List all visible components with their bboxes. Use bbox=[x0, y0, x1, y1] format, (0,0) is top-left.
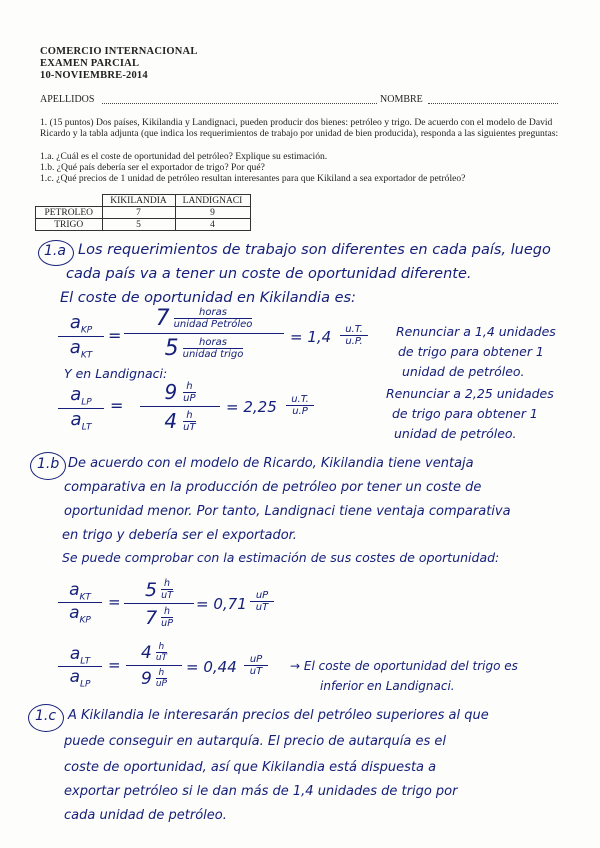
answer-c-line: puede conseguir en autarquía. El precio de autarquía es el bbox=[64, 734, 446, 749]
lp-result-units: u.T. u.P bbox=[286, 394, 314, 417]
answer-a-line: El coste de oportunidad en Kikilandia es: bbox=[60, 290, 356, 306]
answer-b-line: en trigo y debería ser el exportador. bbox=[62, 528, 297, 543]
kt-result: = 0,71 bbox=[196, 595, 247, 613]
answer-b-line: oportunidad menor. Por tanto, Landignaci tiene ventaja comparativa bbox=[64, 504, 511, 519]
course-title: COMERCIO INTERNACIONAL bbox=[40, 46, 198, 57]
answer-a-line: cada país va a tener un coste de oportunidad diferente. bbox=[66, 266, 472, 282]
question-a: 1.a. ¿Cuál es el coste de oportunidad del petróleo? Explique su estimación. bbox=[40, 151, 328, 162]
answer-b-line: De acuerdo con el modelo de Ricardo, Kikilandia tiene ventaja bbox=[68, 456, 474, 471]
lp-note: Renunciar a 2,25 unidades de trigo para obtener 1 unidad de petróleo. bbox=[386, 386, 554, 441]
question-c: 1.c. ¿Qué precios de 1 unidad de petróleo resultan interesantes para que Kikiland a sea exportador de petróleo? bbox=[40, 173, 466, 184]
table-header-cell: LANDIGNACI bbox=[175, 195, 250, 207]
lp-rhs-fraction: 9 h uP 4 h uT bbox=[140, 380, 220, 433]
kp-note: Renunciar a 1,4 unidades de trigo para obtener 1 unidad de petróleo. bbox=[396, 324, 556, 379]
table-header-cell bbox=[36, 195, 103, 207]
requirements-table bbox=[35, 194, 251, 231]
answer-b-line: Se puede comprobar con la estimación de sus costes de oportunidad: bbox=[62, 550, 500, 565]
lt-result-units: uP uT bbox=[244, 654, 268, 677]
nombre-label: NOMBRE bbox=[380, 94, 423, 105]
lt-result: = 0,44 bbox=[186, 658, 237, 676]
landignaci-label: Y en Landignaci: bbox=[64, 366, 168, 381]
table-row bbox=[36, 207, 251, 219]
kp-result: = 1,4 bbox=[290, 328, 332, 346]
answer-b-line: comparativa en la producción de petróleo por tener un coste de bbox=[64, 480, 482, 495]
kt-result-units: uP uT bbox=[250, 590, 274, 613]
answer-c-line: exportar petróleo si le dan más de 1,4 unidades de trigo por bbox=[64, 784, 458, 799]
lt-rhs-fraction: 4 h uT 9 h uP bbox=[126, 642, 182, 689]
table-cell: 5 bbox=[102, 219, 175, 231]
table-row bbox=[36, 219, 251, 231]
table-cell: PETROLEO bbox=[36, 207, 103, 219]
equals-sign: = bbox=[108, 593, 121, 611]
lt-lhs-fraction: $a_{LT}$ $a_{LP}$ bbox=[58, 644, 102, 690]
kt-lhs-fraction: $a_{KT}$ $a_{KP}$ bbox=[58, 580, 102, 626]
kt-rhs-fraction: 5 h uT 7 h uP bbox=[124, 578, 194, 629]
table-cell: TRIGO bbox=[36, 219, 103, 231]
table-cell: 4 bbox=[175, 219, 250, 231]
kp-lhs-fraction: $a_{KP}$ $a_{KT}$ bbox=[58, 312, 104, 360]
answer-a-label: 1.a bbox=[44, 243, 66, 259]
equals-sign: = bbox=[108, 656, 121, 674]
table-header-cell: KIKILANDIA bbox=[102, 195, 175, 207]
answer-c-line: coste de oportunidad, así que Kikilandia está dispuesta a bbox=[64, 760, 437, 775]
lt-note: → El coste de oportunidad del trigo es inferior en Landignaci. bbox=[290, 659, 518, 693]
nombre-line bbox=[428, 103, 558, 104]
equals-sign: = bbox=[108, 326, 122, 345]
exam-date: 10-NOVIEMBRE-2014 bbox=[40, 70, 148, 81]
exam-title: EXAMEN PARCIAL bbox=[40, 58, 140, 69]
answer-c-line: cada unidad de petróleo. bbox=[64, 808, 227, 823]
apellidos-line bbox=[102, 103, 377, 104]
answer-c-line: A Kikilandia le interesarán precios del petróleo superiores al que bbox=[68, 708, 489, 723]
kp-result-units: u.T. u.P. bbox=[340, 324, 368, 347]
answer-a-line: Los requerimientos de trabajo son diferentes en cada país, luego bbox=[78, 242, 551, 258]
equals-sign: = bbox=[110, 396, 124, 415]
table-header-row bbox=[36, 195, 251, 207]
answer-b-label: 1.b bbox=[37, 456, 60, 472]
table-cell: 9 bbox=[175, 207, 250, 219]
answer-c-label: 1.c bbox=[35, 708, 57, 724]
apellidos-label: APELLIDOS bbox=[40, 94, 95, 105]
lp-lhs-fraction: $a_{LP}$ $a_{LT}$ bbox=[58, 384, 104, 432]
lp-result: = 2,25 bbox=[226, 398, 277, 416]
question-intro: 1. (15 puntos) Dos países, Kikilandia y Landignaci, pueden producir dos bienes: petróleo y trigo. De acuerdo con el modelo de David Ricardo y la tabla adjunta (que indica los requerimientos de trabajo por unidad de bien producida), responda a las siguientes preguntas: bbox=[40, 117, 559, 139]
table-cell: 7 bbox=[102, 207, 175, 219]
question-b: 1.b. ¿Qué país debería ser el exportador de trigo? Por qué? bbox=[40, 162, 265, 173]
kp-rhs-fraction: 7 horas unidad Petróleo 5 horas unidad trigo bbox=[124, 306, 284, 361]
